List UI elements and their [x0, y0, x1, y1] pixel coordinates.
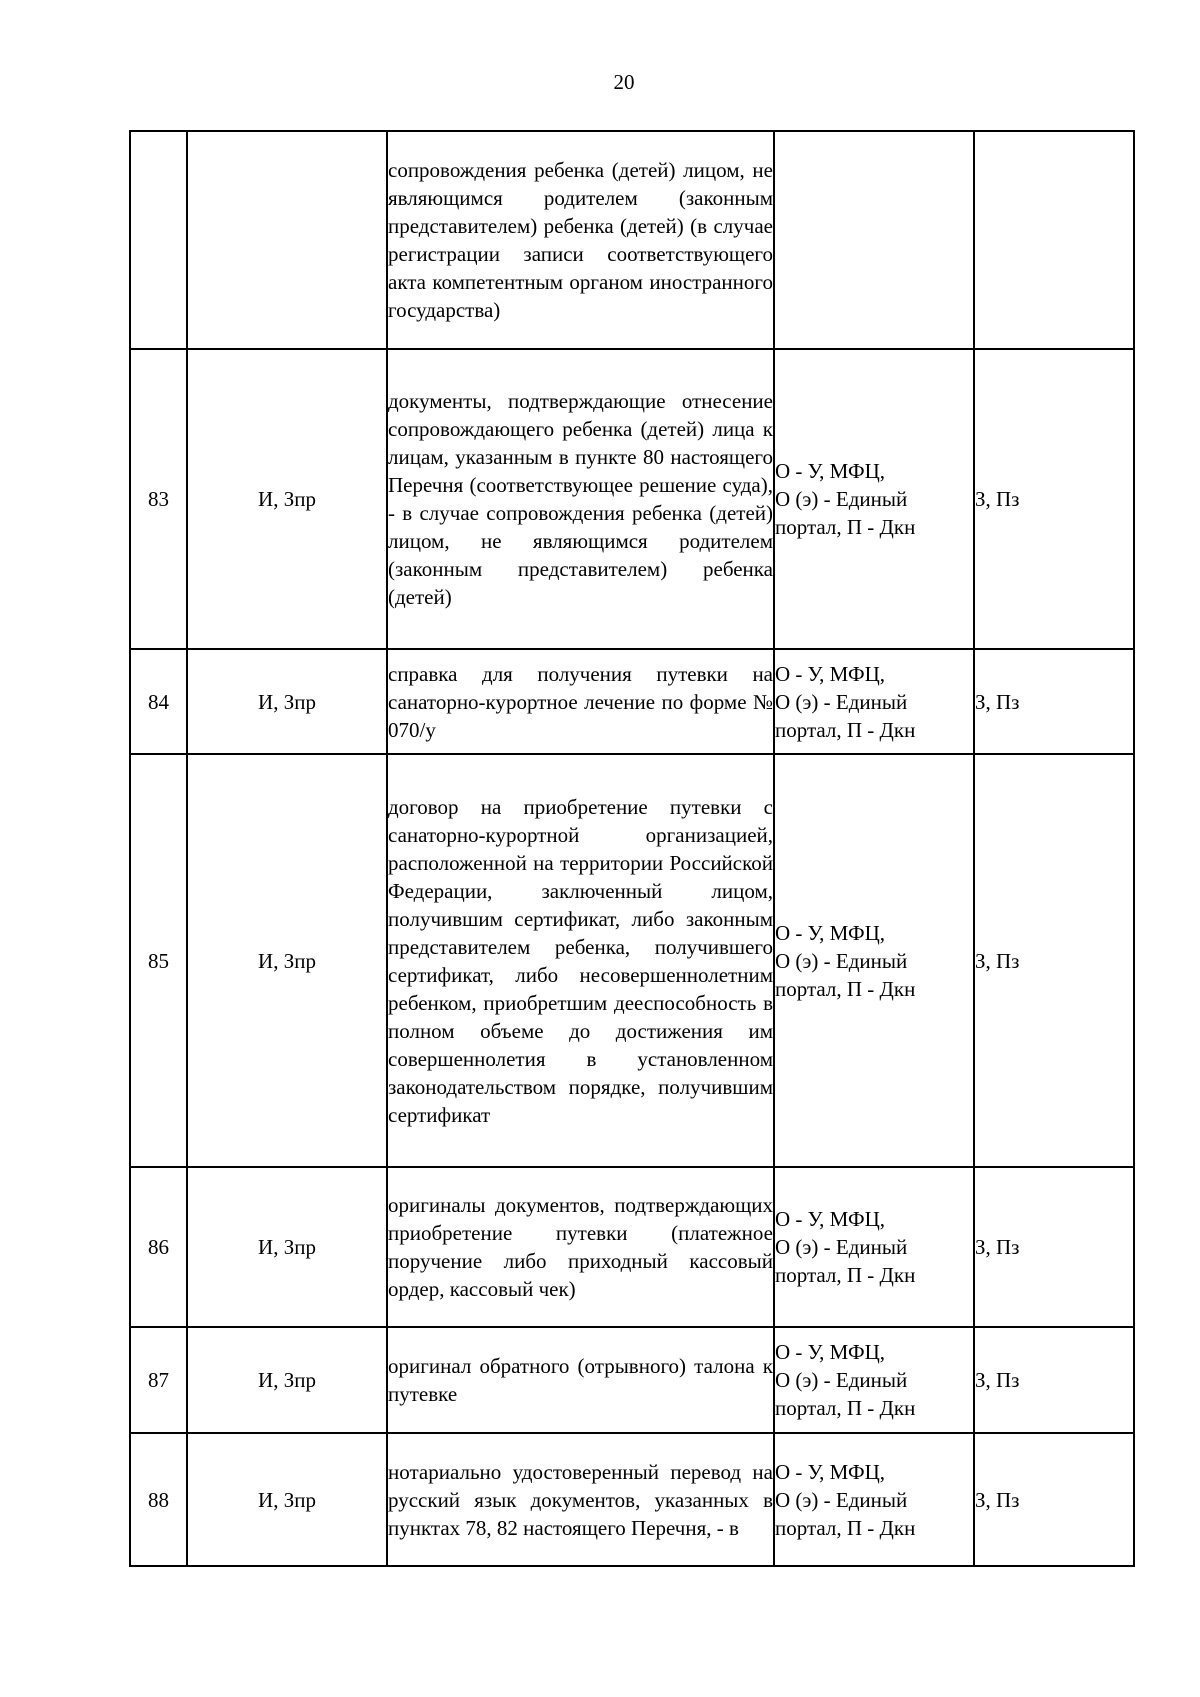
table-row [130, 649, 1134, 754]
row-description: нотариально удостоверенный перевод на русский язык документов, указанных в пунктах 78, 82 настоящего Перечня, - в [387, 1433, 774, 1566]
row-storage [974, 131, 1134, 349]
table-row [130, 1433, 1134, 1566]
row-source: О - У, МФЦ, О (э) - Единый портал, П - Дкн [774, 754, 974, 1167]
row-storage: З, Пз [974, 1433, 1134, 1566]
row-source: О - У, МФЦ, О (э) - Единый портал, П - Дкн [774, 1167, 974, 1327]
row-code: И, Зпр [187, 754, 387, 1167]
table-row [130, 1167, 1134, 1327]
row-number: 87 [130, 1327, 187, 1433]
row-number: 85 [130, 754, 187, 1167]
row-description: сопровождения ребенка (детей) лицом, не являющимся родителем (законным представителем) ребенка (детей) (в случае регистрации записи соответствующего акта компетентным органом иностранного государства) [387, 131, 774, 349]
row-storage: З, Пз [974, 1167, 1134, 1327]
table-row [130, 131, 1134, 349]
row-storage: З, Пз [974, 754, 1134, 1167]
table-row [130, 349, 1134, 649]
row-code: И, Зпр [187, 1433, 387, 1566]
row-source: О - У, МФЦ, О (э) - Единый портал, П - Дкн [774, 649, 974, 754]
table-row [130, 754, 1134, 1167]
row-code: И, Зпр [187, 1327, 387, 1433]
row-code: И, Зпр [187, 1167, 387, 1327]
row-source: О - У, МФЦ, О (э) - Единый портал, П - Дкн [774, 349, 974, 649]
row-source: О - У, МФЦ, О (э) - Единый портал, П - Дкн [774, 1433, 974, 1566]
row-code: И, Зпр [187, 649, 387, 754]
row-description: документы, подтверждающие отнесение сопровождающего ребенка (детей) лица к лицам, указанным в пункте 80 настоящего Перечня (соответствующее решение суда), - в случае сопровождения ребенка (детей) лицом, не являющимся родителем (законным представителем) ребенка (детей) [387, 349, 774, 649]
row-number: 84 [130, 649, 187, 754]
documents-table [129, 130, 1135, 1567]
row-description: договор на приобретение путевки с санаторно-курортной организацией, расположенной на территории Российской Федерации, заключенный лицом, получившим сертификат, либо законным представителем ребенка, получившего сертификат, либо несовершеннолетним ребенком, приобретшим дееспособность в полном объеме до достижения им совершеннолетия в установленном законодательством порядке, получившим сертификат [387, 754, 774, 1167]
row-number: 88 [130, 1433, 187, 1566]
row-number [130, 131, 187, 349]
row-source: О - У, МФЦ, О (э) - Единый портал, П - Дкн [774, 1327, 974, 1433]
row-number: 86 [130, 1167, 187, 1327]
row-storage: З, Пз [974, 349, 1134, 649]
row-storage: З, Пз [974, 1327, 1134, 1433]
row-code [187, 131, 387, 349]
row-storage: З, Пз [974, 649, 1134, 754]
row-code: И, Зпр [187, 349, 387, 649]
row-description: оригиналы документов, подтверждающих приобретение путевки (платежное поручение либо приходный кассовый ордер, кассовый чек) [387, 1167, 774, 1327]
row-source [774, 131, 974, 349]
row-description: справка для получения путевки на санаторно-курортное лечение по форме № 070/у [387, 649, 774, 754]
page-number: 20 [613, 70, 635, 94]
table-row [130, 1327, 1134, 1433]
row-number: 83 [130, 349, 187, 649]
row-description: оригинал обратного (отрывного) талона к путевке [387, 1327, 774, 1433]
